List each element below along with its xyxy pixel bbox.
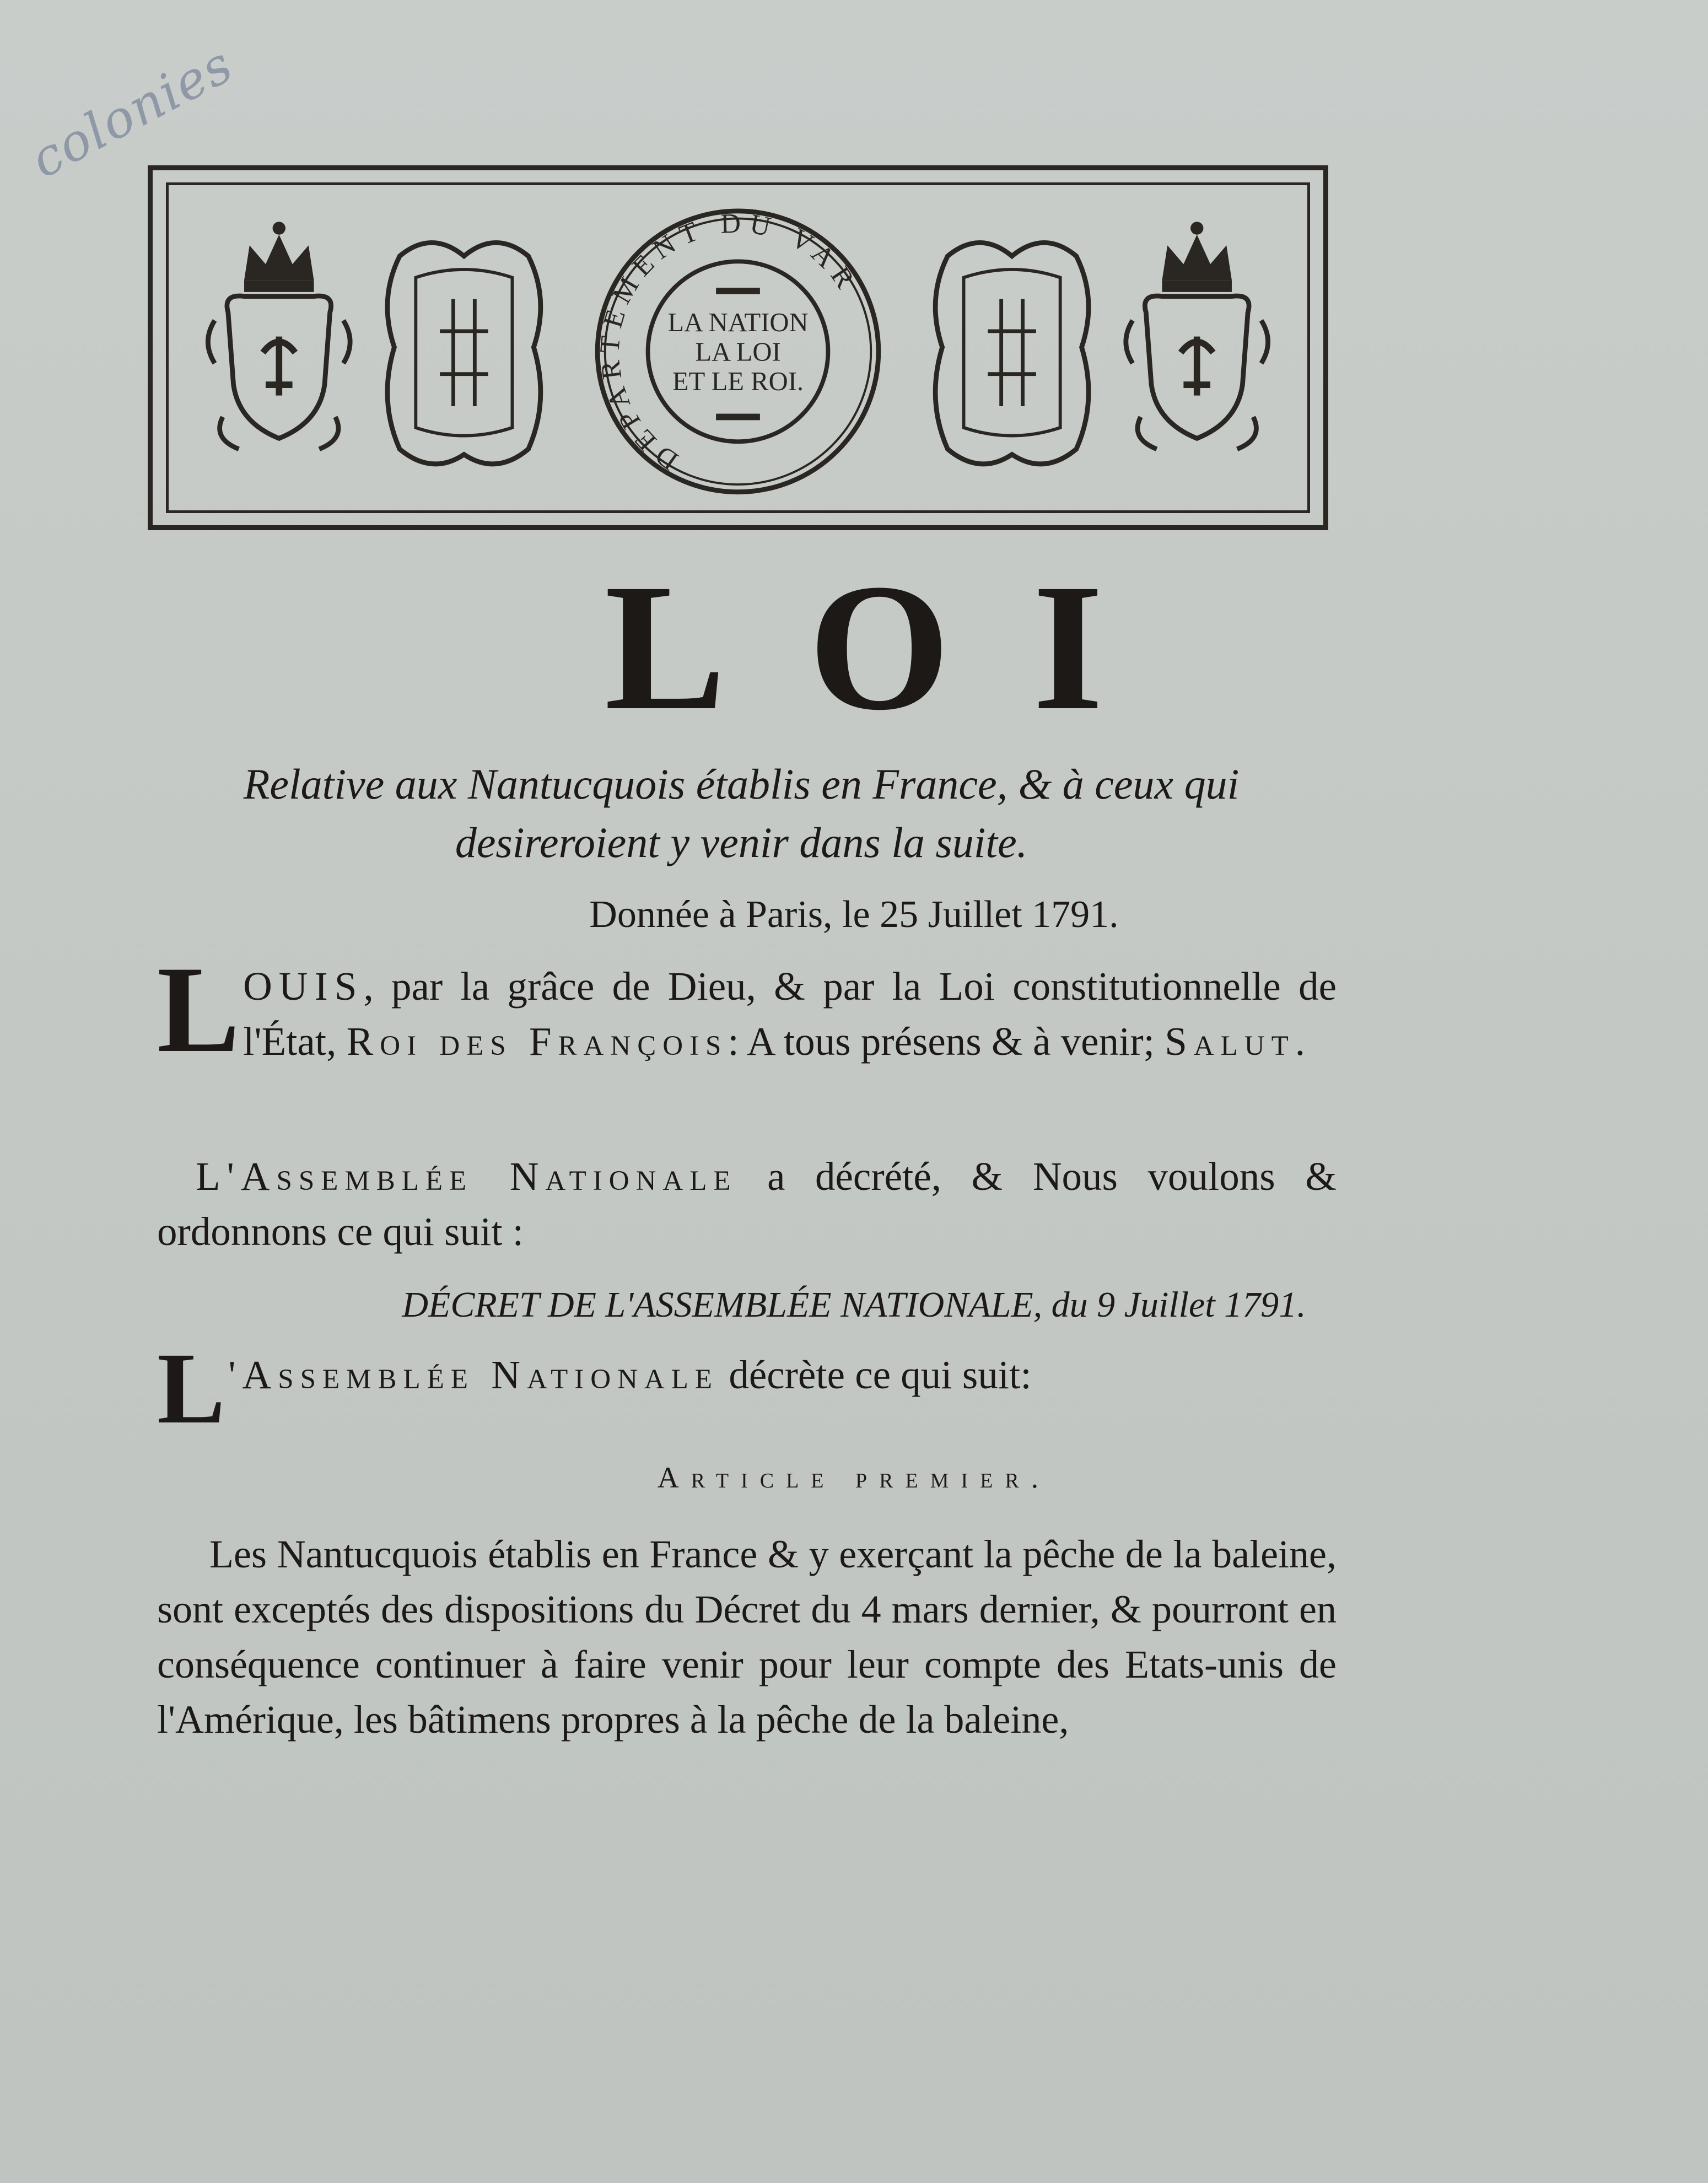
drop-cap: L (157, 1332, 225, 1445)
seal-line-3: ET LE ROI. (672, 366, 804, 396)
article-text: Les Nantucquois établis en France & y exerçant la pêche de la baleine, sont exceptés des dispositions du Décret du 4 mars dernier, & pourront en conséquence continuer à faire venir pour leur compte des Etats-unis de l'Amérique, les bâtimens propres à la pêche de la baleine, (157, 1532, 1337, 1742)
king-title: Roi des François (346, 1019, 728, 1064)
dateline: Donnée à Paris, le 25 Juillet 1791. (589, 893, 1119, 936)
seal-ring-text: DEPARTEMENT DU VAR (594, 207, 865, 477)
decree-intro-paragraph: L'Assemblée Nationale a décrété, & Nous voulons & ordonnons ce qui suit : (157, 1154, 1337, 1254)
preamble-paragraph: LOUIS, par la grâce de Dieu, & par la Loi constitutionnelle de l'État, Roi des François: A tous présens & à venir; Salut. (157, 940, 1337, 1078)
handwritten-annotation: colonies (21, 34, 243, 190)
document-title: LOI (604, 547, 1187, 748)
cartouche-icon (387, 242, 541, 464)
article-heading: Article premier. (657, 1461, 1051, 1494)
decree-title: DÉCRET DE L'ASSEMBLÉE NATIONALE, du 9 Juillet 1791. (402, 1285, 1306, 1325)
salut: Salut. (1165, 1019, 1312, 1064)
drop-cap: L (157, 940, 240, 1078)
ornaments-icon (153, 170, 1323, 525)
crown-icon (1162, 222, 1231, 292)
cartouche-icon (935, 242, 1089, 464)
department-seal-icon (594, 207, 879, 492)
document-subtitle: Relative aux Nantucquois établis en France, & à ceux qui desireroient y venir dans la suite. (243, 760, 1240, 866)
crown-icon (244, 222, 314, 292)
fleur-de-lis-shield-icon (208, 296, 350, 449)
fleur-de-lis-shield-icon (1126, 296, 1268, 449)
decree-opening: L 'Assemblée Nationale décrète ce qui suit: (157, 1332, 1032, 1445)
seal-line-1: LA NATION (667, 307, 809, 337)
ornamental-header (148, 165, 1328, 530)
king-name: OUIS (243, 964, 364, 1009)
seal-line-2: LA LOI (695, 337, 781, 367)
